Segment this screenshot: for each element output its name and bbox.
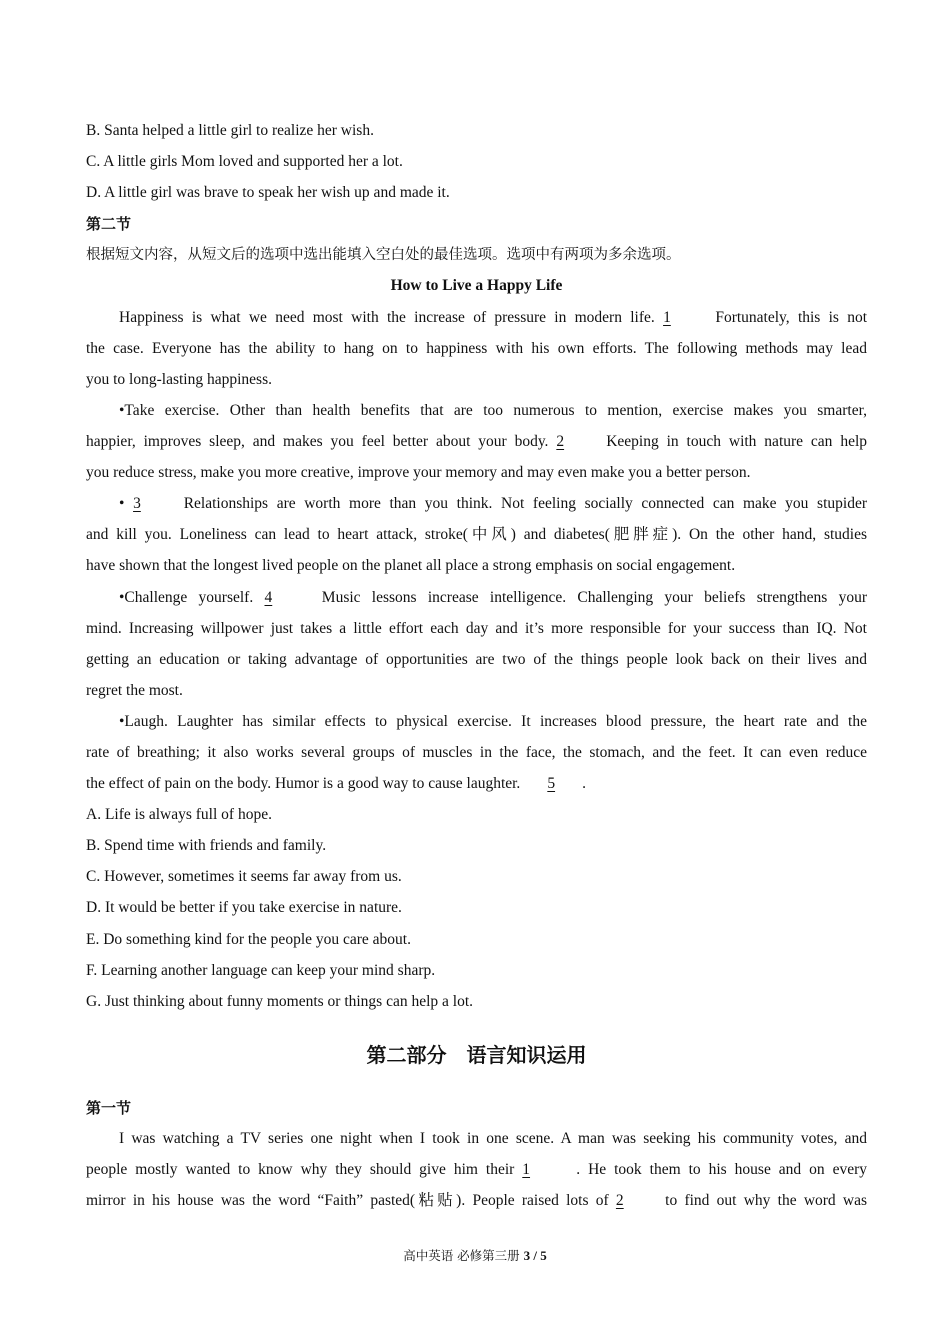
answer-blank: 3	[133, 495, 141, 512]
passage-line: you to long-lasting happiness.	[86, 371, 272, 388]
option-line: D. It would be better if you take exercise in nature.	[86, 899, 402, 916]
option-line: F. Learning another language can keep your mind sharp.	[86, 962, 436, 979]
part-title: 第二部分 语言知识运用	[366, 1043, 587, 1067]
answer-blank: 2	[556, 433, 565, 450]
passage-line: people mostly wanted to know why they should give him their 1 . He took them to his house and on every	[86, 1161, 868, 1178]
option-line: B. Santa helped a little girl to realize her wish.	[86, 122, 374, 139]
passage-line: the case. Everyone has the ability to hang on to happiness with his own efforts. The following methods may lead	[86, 340, 867, 357]
answer-blank: 1	[663, 309, 671, 326]
section-heading: 第一节	[86, 1099, 132, 1117]
passage-line: •Laugh. Laughter has similar effects to physical exercise. It increases blood pressure, the heart rate and the	[119, 713, 867, 730]
option-line: E. Do something kind for the people you care about.	[86, 931, 411, 948]
passage-line: mirror in his house was the word “Faith” pasted(粘贴). People raised lots of 2 to find out why the word was	[86, 1192, 868, 1209]
option-line: C. However, sometimes it seems far away from us.	[86, 868, 402, 885]
passage-title: How to Live a Happy Life	[390, 277, 563, 294]
passage-line: • 3 Relationships are worth more than you think. Not feeling socially connected can make you stupider	[119, 495, 867, 512]
option-line: D. A little girl was brave to speak her wish up and made it.	[86, 184, 450, 201]
passage-line: getting an education or taking advantage of opportunities are two of the things people look back on their lives and	[86, 651, 867, 668]
answer-blank: 1	[522, 1161, 531, 1178]
passage-line: mind. Increasing willpower just takes a little effort each day and it’s more responsible for your success than IQ. Not	[86, 620, 867, 637]
section-instruction: 根据短文内容，从短文后的选项中选出能填入空白处的最佳选项。选项中有两项为多余选项。	[86, 247, 681, 263]
passage-line: happier, improves sleep, and makes you feel better about your body. 2 Keeping in touch with nature can help	[86, 433, 868, 450]
option-line: C. A little girls Mom loved and supported her a lot.	[86, 153, 403, 170]
passage-line: you reduce stress, make you more creative, improve your memory and may even make you a better person.	[86, 464, 751, 481]
passage-line: I was watching a TV series one night when I took in one scene. A man was seeking his community votes, and	[119, 1130, 867, 1147]
passage-line: have shown that the longest lived people on the planet all place a strong emphasis on social engagement.	[86, 557, 736, 574]
passage-line: regret the most.	[86, 682, 183, 699]
option-line: B. Spend time with friends and family.	[86, 837, 327, 854]
passage-line: and kill you. Loneliness can lead to heart attack, stroke(中风) and diabetes(肥胖症). On the other hand, studies	[86, 526, 867, 543]
section-heading: 第二节	[86, 215, 132, 233]
passage-line: •Take exercise. Other than health benefits that are too numerous to mention, exercise makes you smarter,	[119, 402, 867, 419]
page-footer: 高中英语 必修第三册 3 / 5	[403, 1248, 547, 1263]
option-line: A. Life is always full of hope.	[86, 806, 272, 823]
passage-line: Happiness is what we need most with the increase of pressure in modern life. 1 Fortunately, this is not	[119, 309, 868, 326]
answer-blank: 2	[615, 1192, 624, 1209]
passage-line: •Challenge yourself. 4 Music lessons increase intelligence. Challenging your beliefs strengthens your	[119, 589, 867, 606]
answer-blank: 5	[547, 775, 556, 792]
answer-blank: 4	[264, 589, 273, 606]
passage-line: the effect of pain on the body. Humor is a good way to cause laughter. 5 .	[86, 775, 586, 792]
page-number: 3 / 5	[523, 1248, 547, 1263]
passage-line: rate of breathing; it also works several groups of muscles in the face, the stomach, and the feet. It can even reduce	[86, 744, 867, 761]
option-line: G. Just thinking about funny moments or things can help a lot.	[86, 993, 474, 1010]
